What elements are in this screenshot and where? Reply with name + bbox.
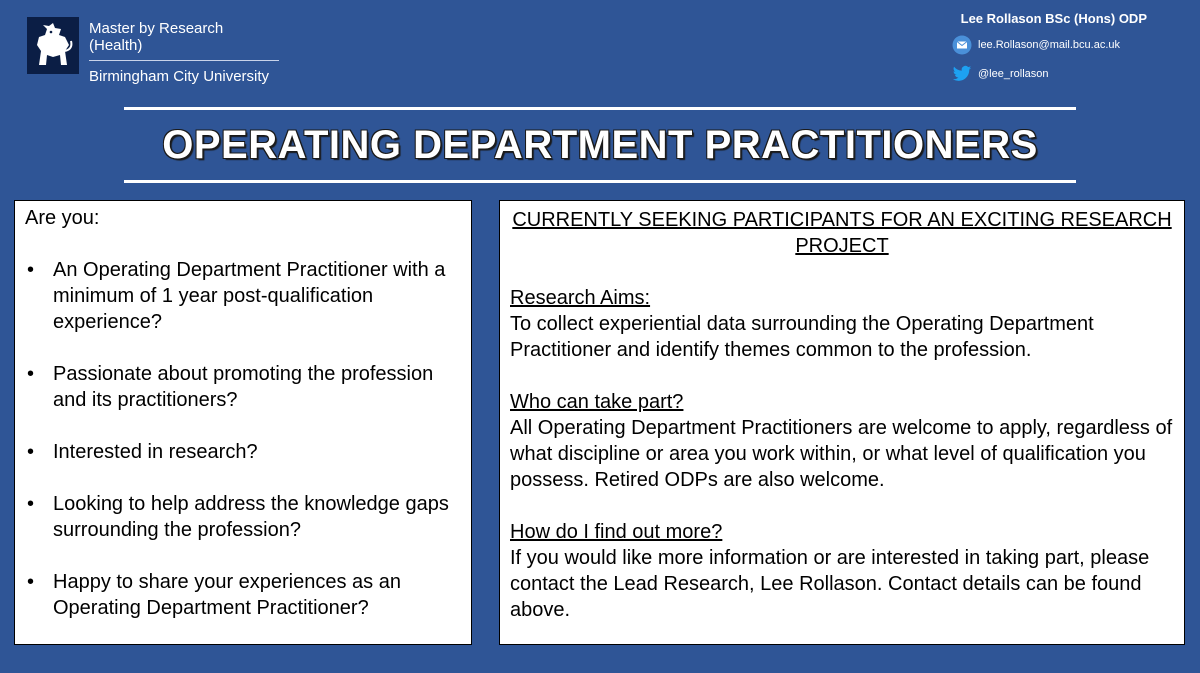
research-aims-heading: Research Aims: <box>510 287 651 309</box>
list-item: • Happy to share your experiences as an Operating Department Practitioner? <box>25 569 461 621</box>
eligibility-list <box>25 257 461 621</box>
research-heading: CURRENTLY SEEKING PARTICIPANTS FOR AN EXCITING RESEARCH PROJECT <box>512 209 1172 257</box>
list-item: • An Operating Department Practitioner with a minimum of 1 year post-qualification experience? <box>25 257 461 335</box>
research-aims-section <box>510 285 1174 363</box>
find-out-more-text: If you would like more information or are interested in taking part, please contact the Lead Research, Lee Rollason. Contact details can be found above. <box>510 547 1150 621</box>
contact-details <box>952 11 1147 93</box>
contact-name: Lee Rollason BSc (Hons) ODP <box>960 11 1147 26</box>
program-name: Master by Research (Health) <box>89 17 279 61</box>
eligibility-intro: Are you: <box>25 207 100 229</box>
lion-crest-icon <box>27 17 79 74</box>
title-banner <box>124 107 1076 183</box>
envelope-icon <box>952 35 972 55</box>
twitter-row[interactable] <box>952 64 1147 84</box>
contact-twitter[interactable]: @lee_rollason <box>978 68 1049 80</box>
eligibility-panel <box>14 200 472 645</box>
university-name: Birmingham City University <box>89 68 270 85</box>
contact-email[interactable]: lee.Rollason@mail.bcu.ac.uk <box>978 39 1121 51</box>
find-out-more-heading: How do I find out more? <box>510 521 723 543</box>
who-can-take-part-section <box>510 389 1174 493</box>
email-row[interactable] <box>952 35 1147 55</box>
university-branding <box>27 17 279 85</box>
who-can-take-part-heading: Who can take part? <box>510 391 684 413</box>
who-can-take-part-text: All Operating Department Practitioners are welcome to apply, regardless of what discipline or area you work within, or what level of qualification you possess. Retired ODPs are also welcome. <box>510 417 1173 491</box>
list-item: • Interested in research? <box>25 439 461 465</box>
research-aims-text: To collect experiential data surrounding the Operating Department Practitioner and identify themes common to the profession. <box>510 313 1094 361</box>
list-item: • Passionate about promoting the profession and its practitioners? <box>25 361 461 413</box>
find-out-more-section <box>510 519 1174 623</box>
twitter-bird-icon <box>952 64 972 84</box>
research-info-panel <box>499 200 1185 645</box>
list-item: • Looking to help address the knowledge gaps surrounding the profession? <box>25 491 461 543</box>
page-title: OPERATING DEPARTMENT PRACTITIONERS <box>162 122 1038 167</box>
